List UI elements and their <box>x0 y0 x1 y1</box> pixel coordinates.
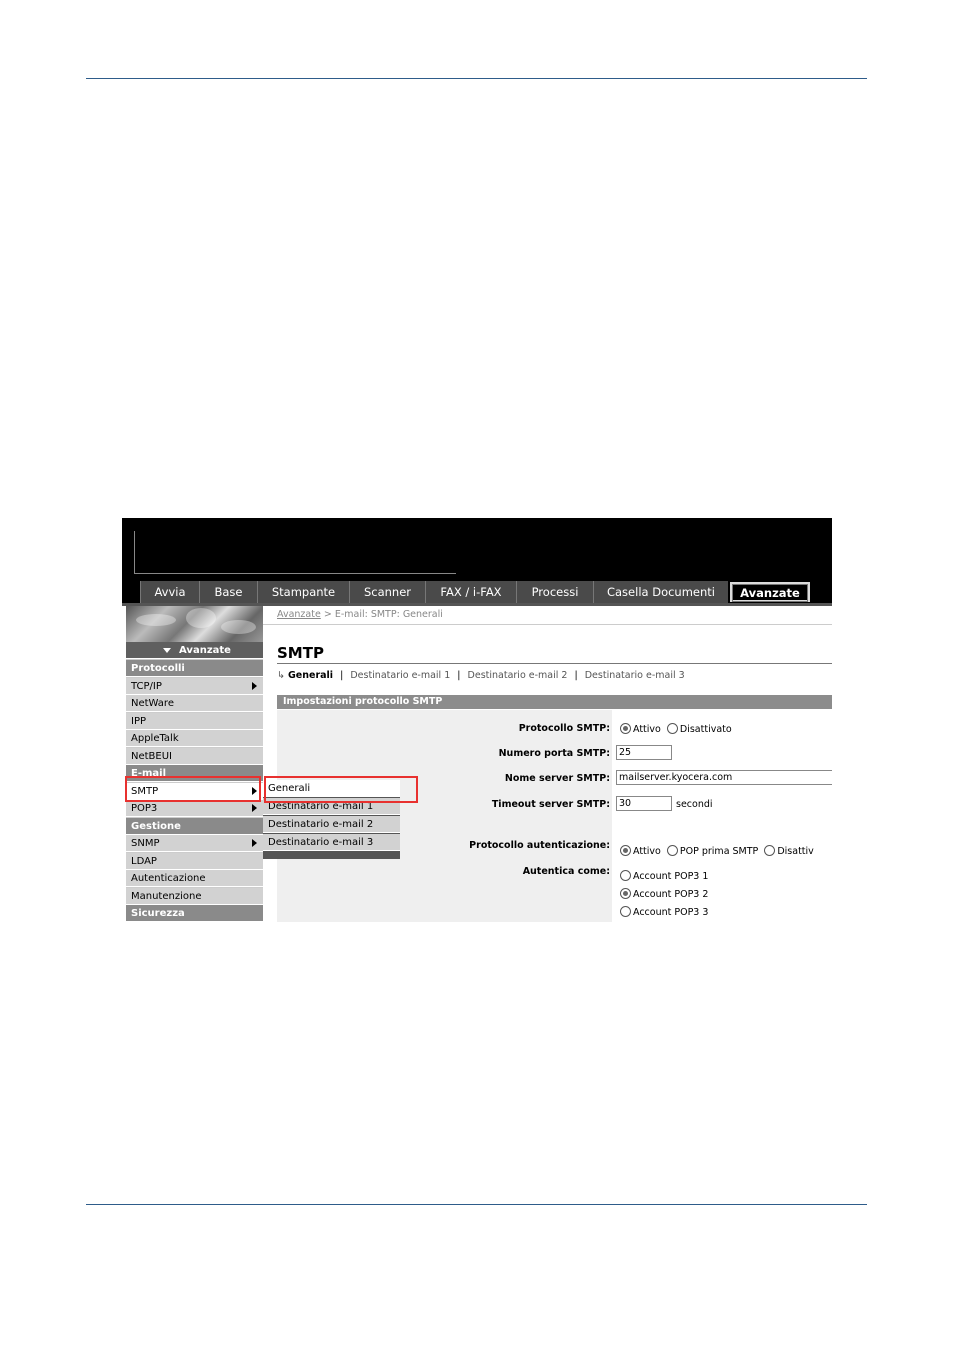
auth-as-3: Account POP3 3 <box>620 906 708 918</box>
main-content <box>263 606 832 922</box>
protocol-radios: Attivo Disattivato <box>620 723 732 735</box>
subtab-generali[interactable]: Generali <box>288 670 334 681</box>
sidebar-item-netbeui[interactable]: NetBEUI <box>126 748 263 765</box>
sidebar <box>126 606 263 922</box>
protocol-label: Protocollo SMTP: <box>518 723 610 734</box>
sidebar-item-snmp[interactable]: SNMP <box>126 835 263 852</box>
sidebar-item-appletalk[interactable]: AppleTalk <box>126 730 263 747</box>
tab-avvia[interactable]: Avvia <box>140 581 199 603</box>
auth-as-1: Account POP3 1 <box>620 870 708 882</box>
auth-as-1-radio[interactable] <box>620 870 631 881</box>
auth-as-2-radio[interactable] <box>620 888 631 899</box>
sidebar-item-autenticazione[interactable]: Autenticazione <box>126 870 263 887</box>
auth-radios: Attivo POP prima SMTP Disattiv <box>620 845 814 857</box>
tab-fax[interactable]: FAX / i-FAX <box>425 581 516 603</box>
sidebar-item-pop3[interactable]: POP3 <box>126 800 263 817</box>
subtab-dest-1[interactable]: Destinatario e-mail 1 <box>350 670 451 681</box>
tab-avanzate[interactable] <box>730 582 810 602</box>
sidebar-item-protocolli[interactable]: Protocolli <box>126 660 263 677</box>
tab-base[interactable]: Base <box>199 581 257 603</box>
sidebar-item-netware[interactable]: NetWare <box>126 695 263 712</box>
flyout-item-dest-3[interactable]: Destinatario e-mail 3 <box>263 834 400 851</box>
flyout-item-dest-2[interactable]: Destinatario e-mail 2 <box>263 816 400 833</box>
chevron-right-icon <box>252 682 257 690</box>
flyout-item-generali[interactable]: Generali <box>263 780 400 797</box>
sidebar-item-ldap[interactable]: LDAP <box>126 853 263 870</box>
subtab-dest-3[interactable]: Destinatario e-mail 3 <box>584 670 685 681</box>
decorative-image <box>126 606 263 642</box>
tab-avanzate-label: Avanzate <box>732 584 808 602</box>
sidebar-item-smtp[interactable]: SMTP <box>126 783 263 800</box>
section-header: Impostazioni protocollo SMTP <box>277 695 832 709</box>
auth-label: Protocollo autenticazione: <box>469 840 610 851</box>
subtab-dest-2[interactable]: Destinatario e-mail 2 <box>467 670 568 681</box>
auth-as-2: Account POP3 2 <box>620 888 708 900</box>
auth-off-radio[interactable] <box>764 845 775 856</box>
breadcrumb-link[interactable]: Avanzate <box>277 609 321 620</box>
flyout-item-dest-1[interactable]: Destinatario e-mail 1 <box>263 798 400 815</box>
port-input[interactable]: 25 <box>616 745 672 760</box>
app-header <box>122 518 832 580</box>
server-label: Nome server SMTP: <box>504 773 610 784</box>
timeout-input[interactable]: 30 <box>616 796 672 811</box>
protocol-off-radio[interactable] <box>667 723 678 734</box>
sidebar-item-gestione[interactable]: Gestione <box>126 818 263 835</box>
tab-casella-documenti[interactable]: Casella Documenti <box>593 581 728 603</box>
screenshot <box>122 518 832 922</box>
top-rule <box>86 78 867 79</box>
sidebar-item-manutenzione[interactable]: Manutenzione <box>126 888 263 905</box>
breadcrumb: Avanzate > E-mail: SMTP: Generali <box>277 609 443 620</box>
highlight-smtp <box>125 776 261 802</box>
sidebar-item-ipp[interactable]: IPP <box>126 713 263 730</box>
arrow-right-icon: ↳ <box>277 670 285 681</box>
auth-as-label: Autentica come: <box>522 866 610 877</box>
protocol-on-radio[interactable] <box>620 723 631 734</box>
sidebar-item-tcp-ip[interactable]: TCP/IP <box>126 678 263 695</box>
highlight-generali <box>264 776 418 803</box>
auth-on-radio[interactable] <box>620 845 631 856</box>
chevron-right-icon <box>252 839 257 847</box>
sidebar-item-sicurezza[interactable]: Sicurezza <box>126 905 263 922</box>
sidebar-item-e-mail[interactable]: E-mail <box>126 765 263 782</box>
tab-processi[interactable]: Processi <box>516 581 593 603</box>
chevron-down-icon <box>163 648 171 653</box>
page-title: SMTP <box>277 644 324 662</box>
chevron-right-icon <box>252 804 257 812</box>
tab-stampante[interactable]: Stampante <box>257 581 349 603</box>
auth-as-3-radio[interactable] <box>620 906 631 917</box>
bottom-rule <box>86 1204 867 1205</box>
subtabs: ↳ Generali | Destinatario e-mail 1 | Destinatario e-mail 2 | Destinatario e-mail 3 <box>277 670 685 681</box>
main-nav <box>122 580 832 603</box>
sidebar-section-avanzate[interactable]: Avanzate <box>126 642 263 659</box>
server-input[interactable]: mailserver.kyocera.com <box>616 770 832 785</box>
timeout-label: Timeout server SMTP: <box>491 799 610 810</box>
tab-scanner[interactable]: Scanner <box>349 581 425 603</box>
timeout-unit: secondi <box>676 799 713 810</box>
port-label: Numero porta SMTP: <box>498 748 610 759</box>
auth-pop-radio[interactable] <box>667 845 678 856</box>
